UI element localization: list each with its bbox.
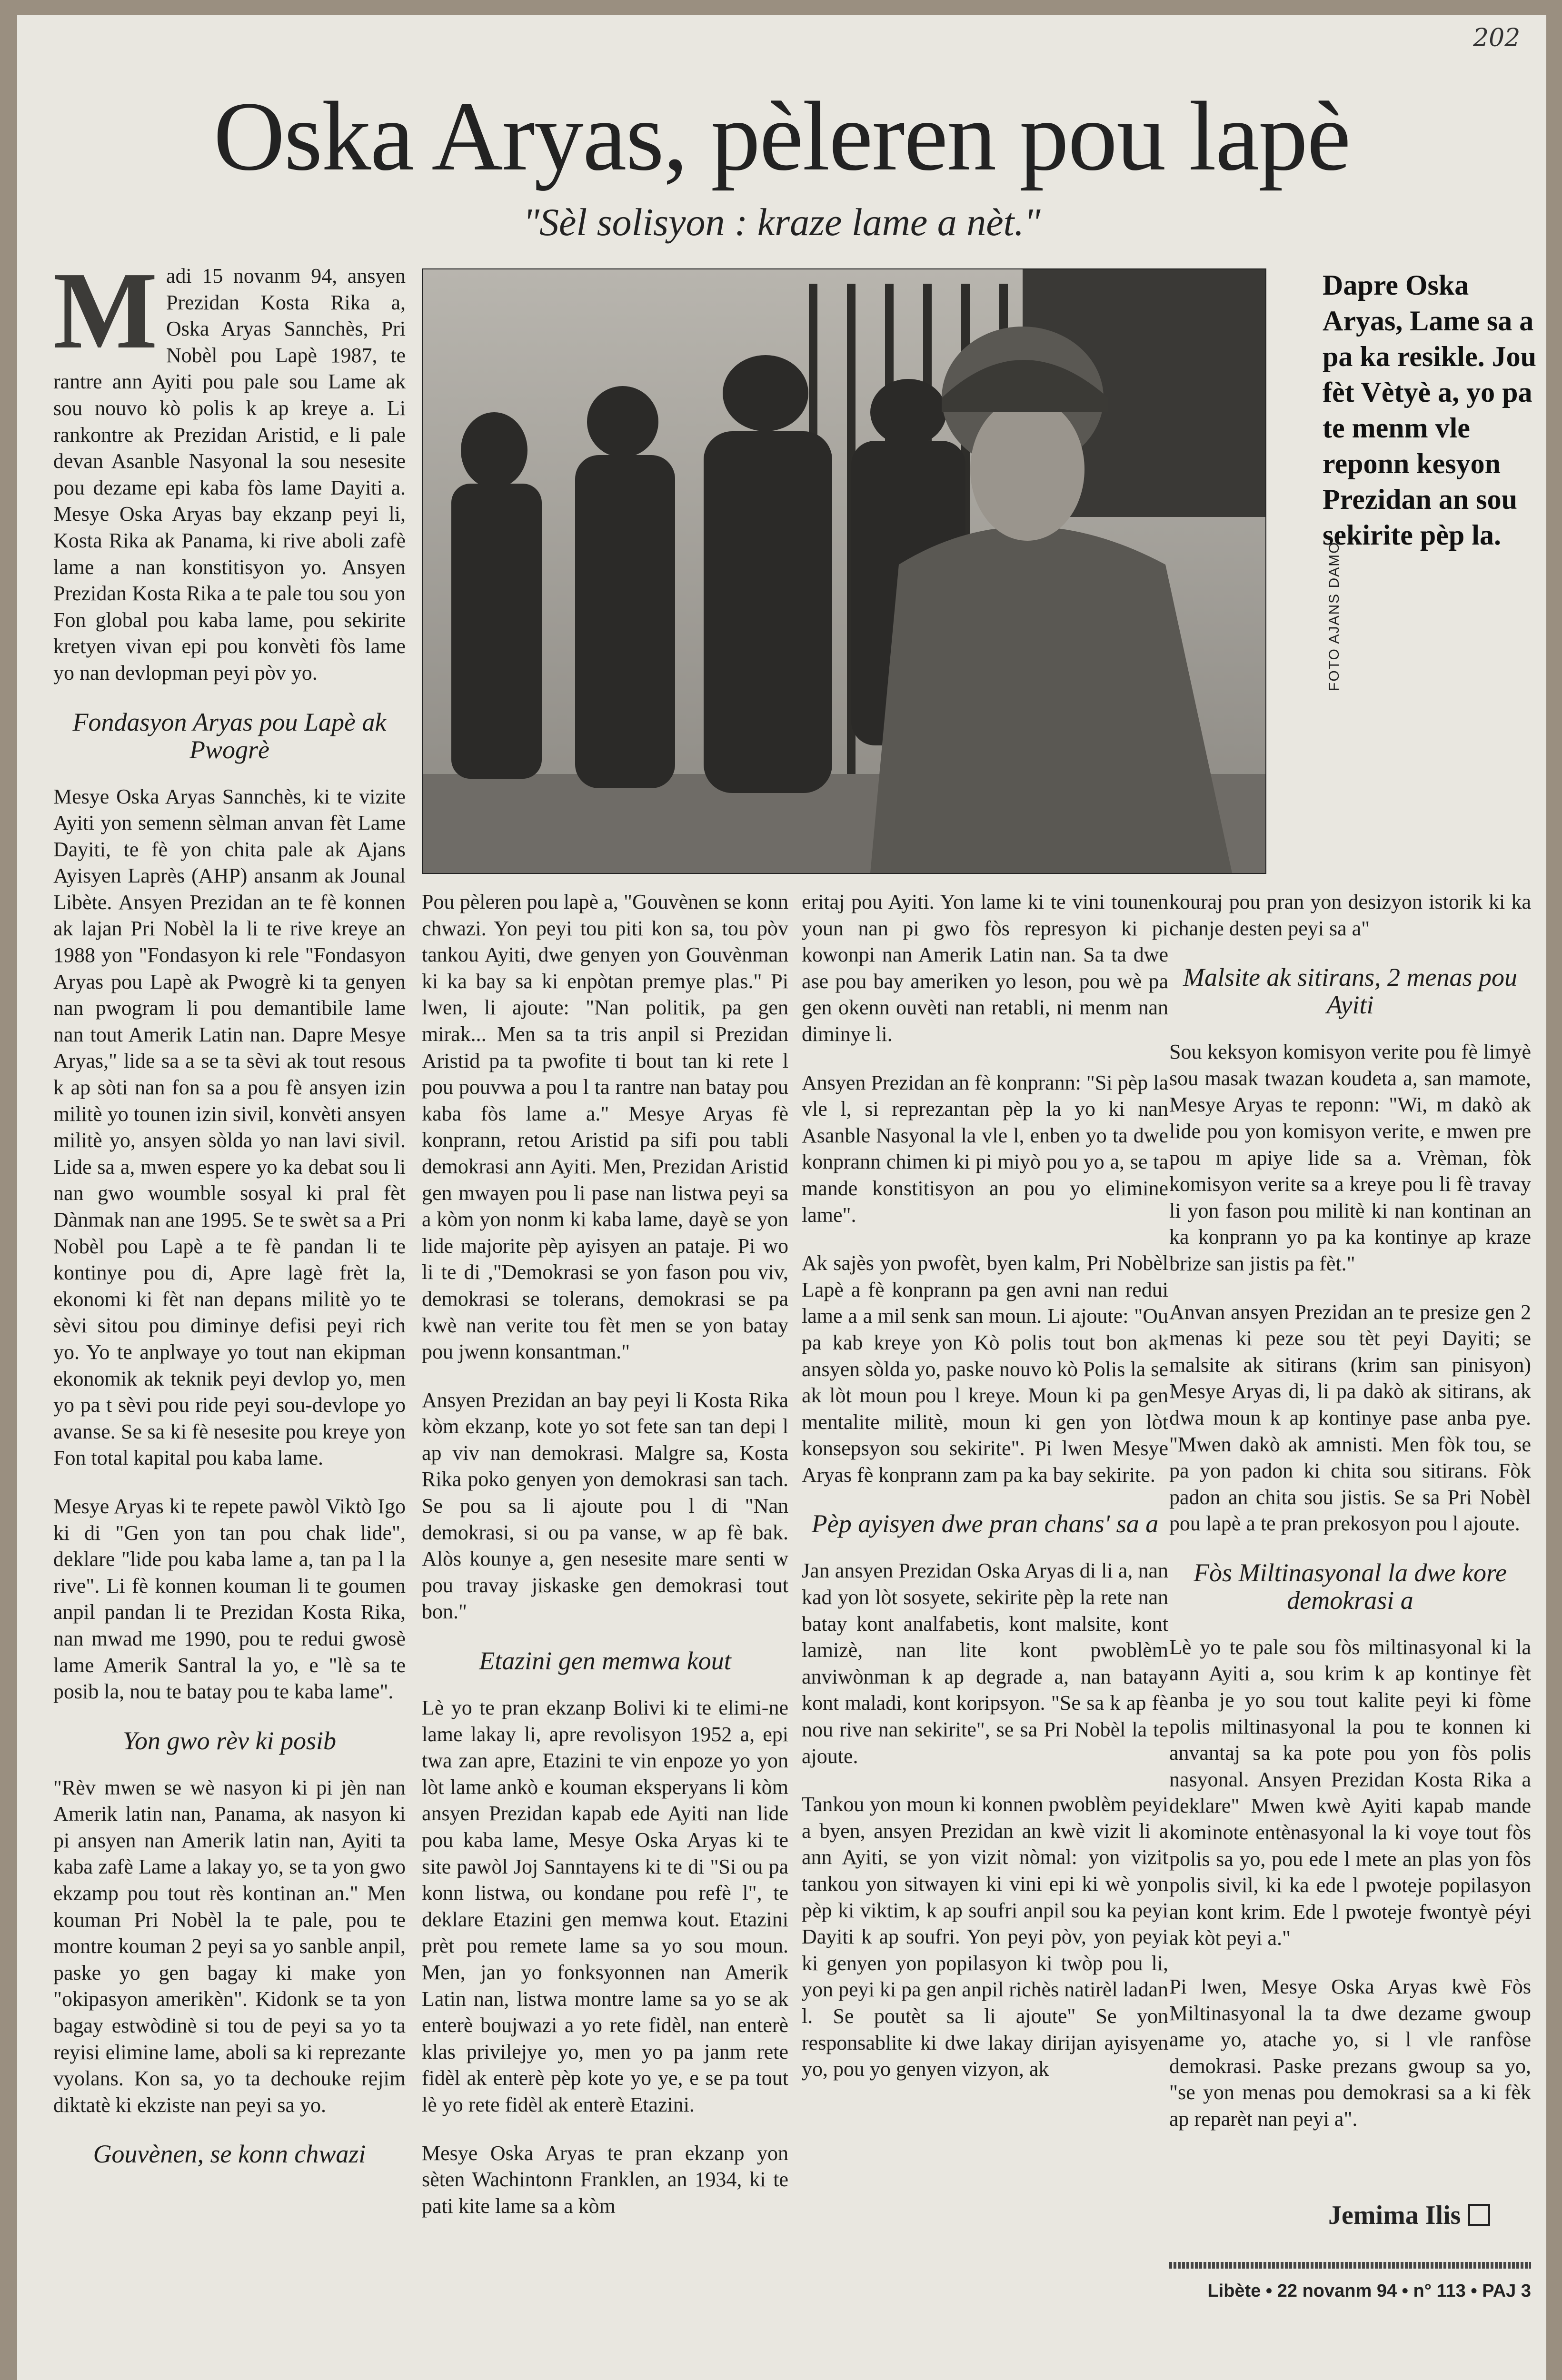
paragraph: Ansyen Prezidan an bay peyi li Kosta Rika kòm ekzanp, kote yo sot fete san tan depi l ap viv nan demokrasi. Malgre sa, Kosta Rika poko genyen yon demokrasi san tach. Se pou sa li ajoute pou l di "Nan demokrasi, si ou pa vanse, w ap fè bak. Alòs kounye a, gen nesesite mare senti w pou travay jiskaske gen demokrasi tout bon."	[422, 1388, 788, 1624]
section-heading: Etazini gen memwa kout	[479, 1646, 731, 1676]
newspaper-page	[17, 15, 1546, 2380]
soldiers-photo	[422, 268, 1266, 874]
subheadline: "Sèl solisyon : kraze lame a nèt."	[523, 200, 1041, 244]
pull-quote: Dapre Oska Aryas, Lame sa a pa ka resikle. Jou fèt Vètyè a, yo pa te menm vle reponn kesyon Prezidan an sou sekirite pèp la.	[1323, 269, 1536, 551]
headline: Oska Aryas, pèleren pou lapè	[213, 81, 1350, 191]
section-heading: Fondasyon Aryas pou Lapè ak Pwogrè	[72, 707, 387, 764]
paragraph: Ak sajès yon pwofèt, byen kalm, Pri Nobèl Lapè a fè konprann pa gen avni nan redui lame a a mil senk san moun. Li ajoute: "Ou pa kab kreye yon Kò polis tout bon ak ansyen sòlda yo, paske nouvo kò Polis la se ak lòt moun pou l kreye. Moun ki pa gen mentalite militè, moun ki gen yon lòt konsepsyon sou sekirite". Pi lwen Mesye Aryas fè konprann zam pa ka bay sekirite.	[802, 1251, 1168, 1487]
paragraph: Mesye Oska Aryas te pran ekzanp yon sèten Wachintonn Franklen, an 1934, ki te pati kite lame sa a kòm	[422, 2141, 788, 2218]
section-heading: Pèp ayisyen dwe pran chans' sa a	[811, 1509, 1159, 1538]
paragraph: Ansyen Prezidan an fè konprann: "Si pèp la vle l, si reprezantan pèp la yo ki nan Asanble Nasyonal la vle l, enben yo ta dwe konprann chimen ki pi miyò pou yo a, se ta mande konstitisyon an pou yo elimine lame".	[802, 1071, 1168, 1227]
paragraph: Pi lwen, Mesye Oska Aryas kwè Fòs Miltinasyonal la ta dwe dezame gwoup ame yo, atache yo, si l vle ranfòse demokrasi. Paske prezans gwoup sa yo, "se yon menas pou demokrasi sa a ki fèk ap reparèt nan peyi a".	[1169, 1975, 1531, 2131]
paragraph: Lè yo te pale sou fòs miltinasyonal ki la ann Ayiti a, sou krim k ap kontinye fèt anba je yo sou tout kalite peyi ki fòme polis miltinasyonal la pou te konnen ki anvantaj sa ka pote pou yon fòs polis nasyonal. Ansyen Prezidan Kosta Rika a deklare" Mwen kwè Ayiti kapab mande kominote entènasyonal la ki voye tout fòs polis sa yo, pou ede l mete an plas yon fòs polis sivil, ki ka ede l pwoteje popilasyon an kont krim. Ede l pwoteje fwontyè péyi ak kòt peyi a."	[1169, 1635, 1531, 1950]
paragraph: "Rèv mwen se wè nasyon ki pi jèn nan Amerik latin nan, Panama, ak nasyon ki pi ansyen nan Amerik latin nan, Ayiti ta kaba zafè Lame a lakay yo, se ta yon gwo ekzamp pou tout rès kontinan an." Men kouman Pri Nobèl la te pale, pou te montre kouman 2 peyi sa yo sanble anpil, paske yo gen bagay ki make yon "okipasyon amerikèn". Kidonk se ta yon bagay estwòdinè si tou de peyi sa yo ta reyisi elimine lame, aboli sa ki reprezante vyolans. Kon sa, yo ta dechouke rejim diktatè ki ekziste nan peyi sa yo.	[53, 1775, 406, 2117]
lead-paragraph: Madi 15 novanm 94, ansyen Prezidan Kosta Rika a, Oska Aryas Sannchès, Pri Nobèl pou Lapè 1987, te rantre ann Ayiti pou pale sou Lame ak sou nouvo kò polis k ap kreye a. Li rankontre ak Prezidan Aristid, e li pale devan Asanble Nasyonal la sou nesesite pou dezame epi kaba fòs lame Dayiti a. Mesye Oska Aryas bay ekzanp peyi li, Kosta Rika ak Panama, ki rive aboli zafè lame a nan konstitisyon yo. Ansyen Prezidan Kosta Rika a te pale tou sou yon Fon global pou kaba lame, pou sekirite kretyen vivan epi pou konvèti fòs lame yo nan devlopman peyi pòv yo.	[53, 249, 406, 684]
paragraph: kouraj pou pran yon desizyon istorik ki ka chanje desten peyi sa a"	[1169, 890, 1531, 940]
paragraph: eritaj pou Ayiti. Yon lame ki te vini tounen youn nan pi gwo fòs represyon ki pi kowonpi nan Amerik Latin nan. Sa ta dwe ase pou bay ameriken yo leson, pou wè pa gen okenn ouvèti nan retabli, ni menm nan diminye li.	[802, 890, 1168, 1046]
article-column-2	[422, 889, 788, 2219]
page-number: 202	[1473, 24, 1521, 52]
paragraph: Mesye Oska Aryas Sannchès, ki te vizite Ayiti yon semenn sèlman anvan fèt Lame Dayiti, te fè yon chita pale ak Ajans Ayisyen Laprès (AHP) ansanm ak Jounal Libète. Ansyen Prezidan an te fè konnen ak lajan Pri Nobèl la li te rive kreye an 1988 yon "Fondasyon ki rele "Fondasyon Aryas pou Lapè ak Pwogrè ki ta genyen nan pwogram li pou demantibile lame nan tout Amerik Latin nan. Dapre Mesye Aryas," lide sa a se ta sèvi ak tout resous k ap sòti nan fon sa a pou fè ansyen izin militè yo tounen izin sivil, konvèti ansyen militè yo, ansyen sòlda yo nan lavi sivil. Lide sa a, mwen espere yo ka debat sou li nan gwo woumble sosyal ki pral fèt Dànmak nan ane 1995. Se te swèt sa a Pri Nobèl pou Lapè a te fè pandan li te kontinye pou di, Apre lagè frèt la, ekonomi ki fèt nan depans militè yo te sèvi sitou pou diminye defisi peyi rich yo. Yo te anplwaye yo tout nan ekipman ekonomik ak teknik peyi devlop yo, men yo pa t sèvi pou ride peyi sou-devlope yo avanse. Se sa ki fè nesesite pou kreye yon Fon total kapital pou kaba lame.	[53, 784, 406, 1470]
end-mark-icon	[1468, 2204, 1490, 2226]
paragraph: Mesye Aryas ki te repete pawòl Viktò Igo ki di "Gen yon tan pou chak lide", deklare "lide pou kaba lame a, tan pa l la rive". Li fè konnen kouman li te goumen anpil pandan li te Prezidan Kosta Rika, nan mwad me 1990, pou te redui gwosè lame Amerik Santral la yo, e "lè sa te posib la, nou te batay pou te kaba lame".	[53, 1494, 406, 1704]
section-heading: Fòs Miltinasyonal la dwe kore demokrasi a	[1194, 1558, 1507, 1615]
article-column-4	[1169, 889, 1531, 2132]
article-column-1	[53, 249, 406, 2188]
section-heading: Malsite ak sitirans, 2 menas pou Ayiti	[1183, 963, 1517, 1020]
section-heading: Gouvènen, se konn chwazi	[93, 2140, 366, 2169]
paragraph: Pou pèleren pou lapè a, "Gouvènen se konn chwazi. Yon peyi tou piti kon sa, tou pòv tankou Ayiti, dwe genyen yon Gouvènman ki ka bay sa ki enpòtan premye plas." Pi lwen, li ajoute: "Nan politik, pa gen mirak... Men sa ta tris anpil si Prezidan Aristid pa ta pwofite ti bout tan ki rete l pou pouvwa a pou l ta rantre nan batay pou kaba fòs lame a." Mesye Aryas fè konprann, retou Aristid pa sifi pou tabli demokrasi ann Ayiti. Men, Prezidan Aristid gen mwayen pou li pase nan listwa peyi sa a kòm yon nonm ki kaba lame, dayè se yon lide majorite pèp ayisyen an pataje. Pi wo li te di ,"Demokrasi se yon fason pou viv, demokrasi se tolerans, demokrasi se pa kwè nan verite tou fèt men se yon batay pou jwenn konsantman."	[422, 890, 788, 1364]
paragraph: Tankou yon moun ki konnen pwoblèm peyi a byen, ansyen Prezidan an kwè vizit li a ann Ayiti, se yon vizit nòmal: yon vizit tankou yon sitwayen ki vini epi ki wè yon pèp ki viktim, k ap soufri anpil sou ka peyi Dayiti k ap soufri. Yon peyi pòv, yon peyi ki genyen yon popilasyon ki twòp pou li, yon peyi ki pa gen anpil richès natirèl ladan l. Se poutèt sa li ajoute" Se yon responsablite ki dwe lakay dirijan ayisyen yo, pou yo genyen vizyon, ak	[802, 1793, 1168, 2081]
paragraph: Jan ansyen Prezidan Oska Aryas di li a, nan kad yon lòt sosyete, sekirite pèp la rete nan batay kont analfabetis, kont malsite, kont lamizè, nan lite kont pwoblèm anviwònman k ap degrade a, nan batay kont maladi, kont koripsyon. "Se sa k ap fè nou rive nan sekirite", se sa Pri Nobèl la te ajoute.	[802, 1559, 1168, 1768]
article-column-3	[802, 889, 1168, 2082]
photo-illustration	[423, 269, 1265, 873]
page-footer: Libète • 22 novanm 94 • n° 113 • PAJ 3	[1207, 2281, 1531, 2301]
section-heading: Yon gwo rèv ki posib	[122, 1726, 337, 1755]
photo-credit: FOTO AJANS DAMO	[1326, 541, 1342, 691]
paragraph: Anvan ansyen Prezidan an te presize gen 2 menas ki peze sou tèt peyi Dayiti; se malsite ak sitirans (krim san pinisyon) Mesye Aryas di, li pa dakò ak sitirans, ak dwa moun k ap kontinye pase anba pye. "Mwen dakò ak amnisti. Men fòk tou, se pa yon padon ki chita sou sitirans. Fòk padon an chita sou jistis. Se sa Pri Nobèl pou lapè a te pran prekosyon pou l ajoute.	[1169, 1300, 1531, 1536]
paragraph: Lè yo te pran ekzanp Bolivi ki te elimi-ne lame lakay li, apre revolisyon 1952 a, epi twa zan apre, Etazini te vin enpoze yo yon lòt lame ankò e kouman eksperyans li kòm ansyen Prezidan kapab ede Ayiti nan lide pou kaba lame, Mesye Oska Aryas ki te site pawòl Joj Sanntayens ki te di "Si ou pa konn listwa, ou kondane pou refè l", te deklare Etazini gen memwa kout. Etazini prèt pou remete lame sa yo sou moun. Men, jan yo fonksyonnen nan Amerik Latin nan, listwa montre lame sa yo se ak enterè boujwazi a yo rete fidèl, nan enterè klas privilejye yo, men yo pa janm rete fidèl ak enterè pèp kote yo ye, e se pa tout lè yo rete fidèl ak enterè Etazini.	[422, 1696, 788, 2116]
footer-rule	[1169, 2262, 1531, 2269]
author-signature: Jemima Ilis	[1328, 2200, 1490, 2231]
paragraph: Sou keksyon komisyon verite pou fè limyè sou masak twazan koudeta a, san mamote, Mesye Aryas te reponn: "Wi, m dakò ak lide pou yon komisyon verite, e mwen pre pou m apiye lide sa a. Vrèman, fòk komisyon verite sa a kreye pou li fè travay li yon fason pou militè ki nan kontinan an ka konprann yo pa ka kontinye ap kraze brize san jistis pa fèt."	[1169, 1040, 1531, 1275]
drop-cap: M	[53, 249, 158, 372]
